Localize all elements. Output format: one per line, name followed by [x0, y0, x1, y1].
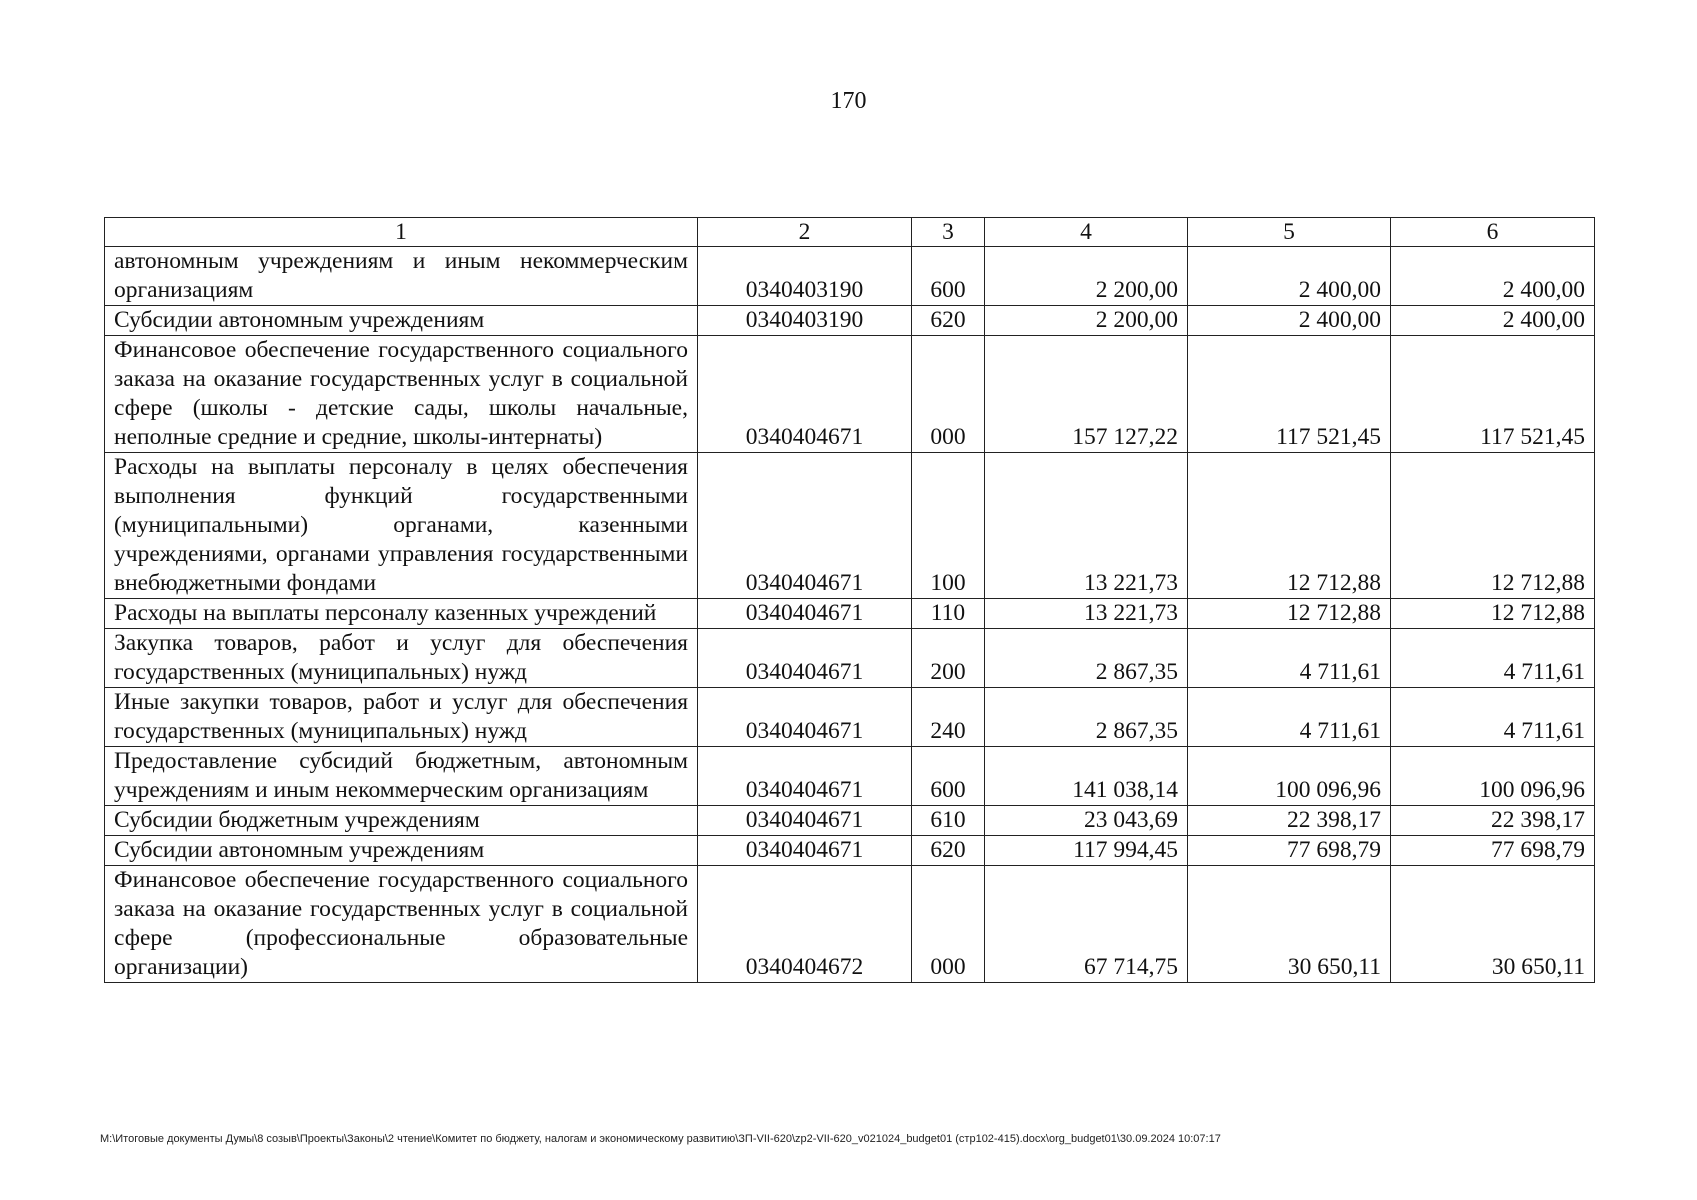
- row-vr-code: 000: [912, 336, 985, 453]
- document-file-path: M:\Итоговые документы Думы\8 созыв\Проекты\Законы\2 чтение\Комитет по бюджету, налогам и экономическому развитию\ЗП-VII-620\zp2-VII-620_v021024_budget01 (стр102-415).docx\org_budget01\30.09.2024 10:07:17: [100, 1133, 1221, 1145]
- row-name: Субсидии бюджетным учреждениям: [105, 806, 698, 836]
- row-csr-code: 0340403190: [698, 247, 912, 306]
- row-value-2026: 117 521,45: [1391, 336, 1595, 453]
- row-vr-code: 240: [912, 688, 985, 747]
- row-value-2024: 2 867,35: [985, 629, 1188, 688]
- row-name: Субсидии автономным учреждениям: [105, 836, 698, 866]
- table-row: [105, 306, 1595, 336]
- table-row: [105, 747, 1595, 806]
- row-csr-code: 0340404671: [698, 599, 912, 629]
- column-header-3: 3: [912, 218, 985, 247]
- row-value-2024: 2 867,35: [985, 688, 1188, 747]
- header-row: [105, 218, 1595, 247]
- row-csr-code: 0340404671: [698, 336, 912, 453]
- row-name: Финансовое обеспечение государственного социального заказа на оказание государственных услуг в социальной сфере (школы - детские сады, школы начальные, неполные средние и средние, школы-интернаты): [105, 336, 698, 453]
- table-row: [105, 866, 1595, 983]
- budget-table: [104, 217, 1595, 983]
- row-value-2025: 100 096,96: [1188, 747, 1391, 806]
- row-csr-code: 0340404672: [698, 866, 912, 983]
- row-value-2025: 22 398,17: [1188, 806, 1391, 836]
- row-csr-code: 0340403190: [698, 306, 912, 336]
- row-value-2025: 4 711,61: [1188, 629, 1391, 688]
- row-value-2026: 100 096,96: [1391, 747, 1595, 806]
- row-vr-code: 200: [912, 629, 985, 688]
- row-value-2025: 77 698,79: [1188, 836, 1391, 866]
- row-csr-code: 0340404671: [698, 806, 912, 836]
- table-row: [105, 453, 1595, 599]
- column-header-4: 4: [985, 218, 1188, 247]
- row-csr-code: 0340404671: [698, 747, 912, 806]
- row-csr-code: 0340404671: [698, 629, 912, 688]
- row-value-2024: 2 200,00: [985, 306, 1188, 336]
- row-vr-code: 000: [912, 866, 985, 983]
- row-value-2024: 23 043,69: [985, 806, 1188, 836]
- column-header-1: 1: [105, 218, 698, 247]
- column-header-5: 5: [1188, 218, 1391, 247]
- row-value-2024: 13 221,73: [985, 453, 1188, 599]
- row-name: Расходы на выплаты персоналу казенных учреждений: [105, 599, 698, 629]
- row-vr-code: 620: [912, 306, 985, 336]
- row-vr-code: 620: [912, 836, 985, 866]
- table-row: [105, 836, 1595, 866]
- row-value-2026: 4 711,61: [1391, 688, 1595, 747]
- row-vr-code: 600: [912, 247, 985, 306]
- row-value-2026: 77 698,79: [1391, 836, 1595, 866]
- row-name: Субсидии автономным учреждениям: [105, 306, 698, 336]
- column-header-2: 2: [698, 218, 912, 247]
- row-value-2024: 141 038,14: [985, 747, 1188, 806]
- row-value-2026: 30 650,11: [1391, 866, 1595, 983]
- row-name: Иные закупки товаров, работ и услуг для обеспечения государственных (муниципальных) нужд: [105, 688, 698, 747]
- table-row: [105, 247, 1595, 306]
- table-row: [105, 629, 1595, 688]
- row-value-2025: 4 711,61: [1188, 688, 1391, 747]
- row-value-2025: 2 400,00: [1188, 306, 1391, 336]
- table-row: [105, 688, 1595, 747]
- row-csr-code: 0340404671: [698, 836, 912, 866]
- row-value-2024: 67 714,75: [985, 866, 1188, 983]
- row-name: Финансовое обеспечение государственного социального заказа на оказание государственных услуг в социальной сфере (профессиональные образовательные организации): [105, 866, 698, 983]
- page-number: 170: [830, 88, 867, 114]
- row-value-2025: 2 400,00: [1188, 247, 1391, 306]
- row-value-2025: 12 712,88: [1188, 453, 1391, 599]
- row-value-2024: 2 200,00: [985, 247, 1188, 306]
- row-value-2025: 117 521,45: [1188, 336, 1391, 453]
- row-csr-code: 0340404671: [698, 453, 912, 599]
- table-row: [105, 806, 1595, 836]
- table-row: [105, 336, 1595, 453]
- row-value-2026: 22 398,17: [1391, 806, 1595, 836]
- row-name: Закупка товаров, работ и услуг для обеспечения государственных (муниципальных) нужд: [105, 629, 698, 688]
- row-vr-code: 110: [912, 599, 985, 629]
- row-value-2024: 13 221,73: [985, 599, 1188, 629]
- row-value-2025: 30 650,11: [1188, 866, 1391, 983]
- row-value-2024: 117 994,45: [985, 836, 1188, 866]
- row-value-2026: 12 712,88: [1391, 599, 1595, 629]
- row-name: Расходы на выплаты персоналу в целях обеспечения выполнения функций государственными (муниципальными) органами, казенными учреждениями, органами управления государственными внебюджетными фондами: [105, 453, 698, 599]
- row-value-2025: 12 712,88: [1188, 599, 1391, 629]
- row-value-2026: 12 712,88: [1391, 453, 1595, 599]
- table-row: [105, 599, 1595, 629]
- row-vr-code: 100: [912, 453, 985, 599]
- row-csr-code: 0340404671: [698, 688, 912, 747]
- row-vr-code: 610: [912, 806, 985, 836]
- row-name: Предоставление субсидий бюджетным, автономным учреждениям и иным некоммерческим организациям: [105, 747, 698, 806]
- row-value-2026: 4 711,61: [1391, 629, 1595, 688]
- row-value-2026: 2 400,00: [1391, 306, 1595, 336]
- row-name: автономным учреждениям и иным некоммерческим организациям: [105, 247, 698, 306]
- row-value-2026: 2 400,00: [1391, 247, 1595, 306]
- row-value-2024: 157 127,22: [985, 336, 1188, 453]
- row-vr-code: 600: [912, 747, 985, 806]
- column-header-6: 6: [1391, 218, 1595, 247]
